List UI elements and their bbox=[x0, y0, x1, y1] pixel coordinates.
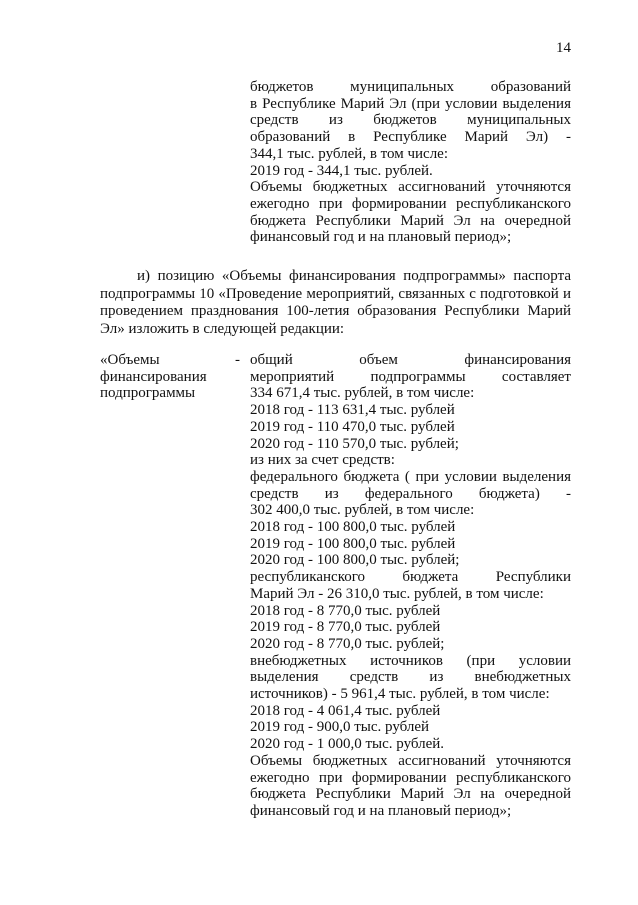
text-line: 2019 год - 344,1 тыс. рублей. bbox=[250, 162, 433, 179]
text-line: Марий Эл - 26 310,0 тыс. рублей, в том числе: bbox=[250, 585, 544, 602]
text-line: образований в Республике Марий Эл) - bbox=[250, 129, 571, 146]
text-line: финансовый год и на плановый период»; bbox=[250, 229, 512, 246]
text-line: 2019 год - 8 770,0 тыс. рублей bbox=[250, 619, 441, 636]
financing-text-new bbox=[250, 352, 571, 820]
text-line: 2019 год - 900,0 тыс. рублей bbox=[250, 719, 430, 736]
text-line: в Республике Марий Эл (при условии выделения bbox=[250, 95, 571, 112]
position-label-line2: финансирования bbox=[100, 368, 207, 385]
position-label bbox=[100, 352, 240, 402]
text-line: Объемы бюджетных ассигнований уточняются bbox=[250, 752, 571, 769]
text-line: республиканского бюджета Республики bbox=[250, 569, 571, 586]
text-line: ежегодно при формировании республиканского bbox=[250, 769, 571, 786]
text-line: 2020 год - 8 770,0 тыс. рублей; bbox=[250, 635, 445, 652]
text-line: бюджетов муниципальных образований bbox=[250, 79, 571, 95]
text-line: федерального бюджета ( при условии выделения bbox=[250, 468, 571, 485]
text-line: 2019 год - 100 800,0 тыс. рублей bbox=[250, 535, 456, 552]
text-line: 344,1 тыс. рублей, в том числе: bbox=[250, 145, 449, 162]
page-number: 14 bbox=[556, 40, 571, 56]
text-line: 2020 год - 110 570,0 тыс. рублей; bbox=[250, 435, 459, 452]
position-label-dash: - bbox=[235, 352, 240, 368]
text-line: бюджета Республики Марий Эл на очередной bbox=[250, 786, 571, 803]
financing-text-continued bbox=[250, 79, 571, 246]
text-line: 334 671,4 тыс. рублей, в том числе: bbox=[250, 385, 475, 402]
text-line: мероприятий подпрограммы составляет bbox=[250, 368, 571, 385]
text-line: 2018 год - 8 770,0 тыс. рублей bbox=[250, 602, 441, 619]
position-label-line1: «Объемы bbox=[100, 352, 160, 368]
text-line: 302 400,0 тыс. рублей, в том числе: bbox=[250, 502, 475, 519]
text-line: выделения средств из внебюджетных bbox=[250, 669, 571, 686]
text-line: средств из федерального бюджета) - bbox=[250, 485, 571, 502]
text-line: 2018 год - 4 061,4 тыс. рублей bbox=[250, 702, 441, 719]
text-line: бюджета Республики Марий Эл на очередной bbox=[250, 212, 571, 229]
text-line: Объемы бюджетных ассигнований уточняются bbox=[250, 179, 571, 196]
amendment-paragraph bbox=[100, 268, 571, 338]
text-line: финансовый год и на плановый период»; bbox=[250, 802, 512, 819]
amendment-text: и) позицию «Объемы финансирования подпрограммы» паспорта подпрограммы 10 «Проведение мероприятий, связанных с подготовкой и проведением празднования 100-летия образования Республики Марий Эл» изложить в следующей редакции: bbox=[100, 268, 571, 337]
text-line: источников) - 5 961,4 тыс. рублей, в том числе: bbox=[250, 686, 550, 703]
text-line: из них за счет средств: bbox=[250, 452, 395, 469]
text-line: средств из бюджетов муниципальных bbox=[250, 112, 571, 129]
text-line: 2018 год - 100 800,0 тыс. рублей bbox=[250, 519, 456, 536]
text-line: ежегодно при формировании республиканского bbox=[250, 195, 571, 212]
position-label-line3: подпрограммы bbox=[100, 385, 196, 402]
text-line: 2020 год - 100 800,0 тыс. рублей; bbox=[250, 552, 460, 569]
text-line: общий объем финансирования bbox=[250, 352, 571, 368]
text-line: 2020 год - 1 000,0 тыс. рублей. bbox=[250, 736, 445, 753]
text-line: внебюджетных источников (при условии bbox=[250, 652, 571, 669]
text-line: 2019 год - 110 470,0 тыс. рублей bbox=[250, 418, 455, 435]
text-line: 2018 год - 113 631,4 тыс. рублей bbox=[250, 402, 455, 419]
